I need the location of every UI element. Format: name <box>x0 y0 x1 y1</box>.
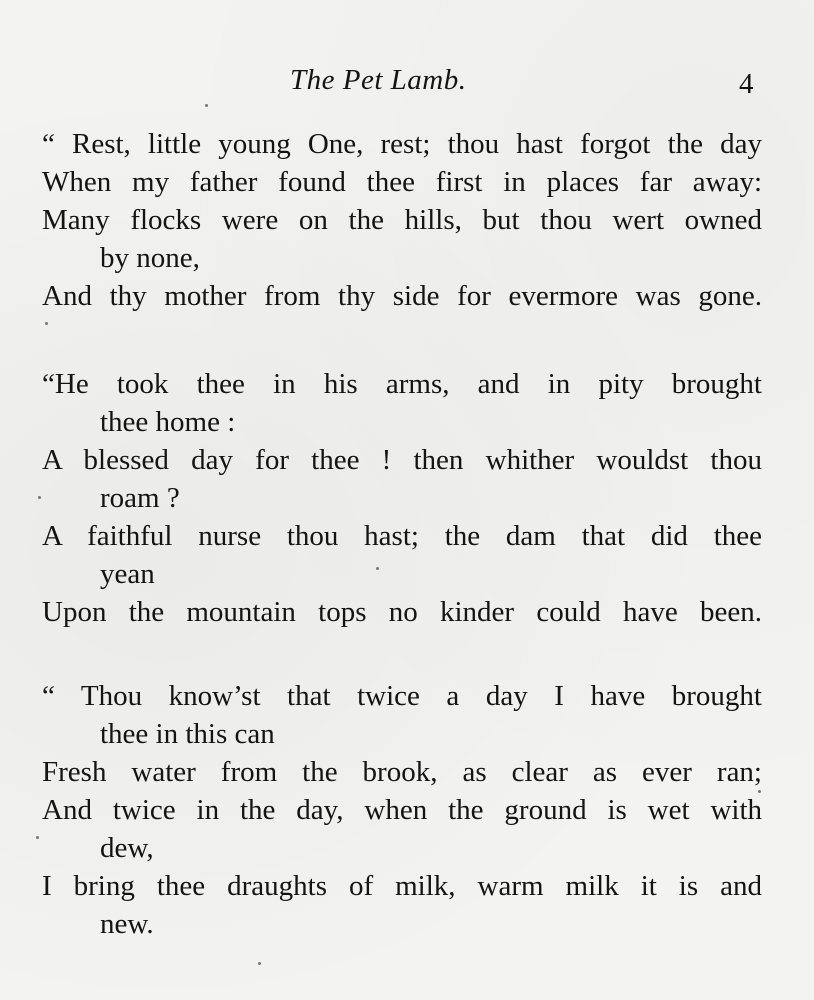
running-title: The Pet Lamb. <box>290 64 467 96</box>
paper-speck <box>376 567 379 570</box>
verse-line-continuation: dew, <box>100 832 154 864</box>
stanza-3 <box>42 677 762 943</box>
stanza-1 <box>42 125 762 315</box>
verse-line: “He took thee in his arms, and in pity brought <box>42 368 762 400</box>
verse-line: A faithful nurse thou hast; the dam that did thee <box>42 520 762 552</box>
stanza-2 <box>42 365 762 631</box>
verse-line-continuation: roam ? <box>100 482 180 514</box>
paper-speck <box>36 836 39 839</box>
verse-line: Fresh water from the brook, as clear as ever ran; <box>42 756 762 788</box>
verse-line: I bring thee draughts of milk, warm milk it is and <box>42 870 762 902</box>
paper-speck <box>38 496 41 499</box>
verse-line-continuation: yean <box>100 558 155 590</box>
page-number: 4 <box>739 68 754 100</box>
paper-speck <box>258 962 261 965</box>
verse-line-continuation: by none, <box>100 242 200 274</box>
verse-line-continuation: thee in this can <box>100 718 275 750</box>
verse-line: “ Thou know’st that twice a day I have brought <box>42 680 762 712</box>
verse-line: “ Rest, little young One, rest; thou hast forgot the day <box>42 128 762 160</box>
verse-line: And thy mother from thy side for evermore was gone. <box>42 280 762 312</box>
paper-speck <box>45 322 48 325</box>
verse-line: Upon the mountain tops no kinder could have been. <box>42 596 762 628</box>
verse-line: And twice in the day, when the ground is wet with <box>42 794 762 826</box>
verse-line: A blessed day for thee ! then whither wouldst thou <box>42 444 762 476</box>
verse-line-continuation: new. <box>100 908 154 940</box>
verse-line-continuation: thee home : <box>100 406 236 438</box>
verse-line: Many flocks were on the hills, but thou wert owned <box>42 204 762 236</box>
paper-speck <box>758 790 761 793</box>
verse-line: When my father found thee first in places far away: <box>42 166 762 198</box>
paper-speck <box>205 104 208 107</box>
